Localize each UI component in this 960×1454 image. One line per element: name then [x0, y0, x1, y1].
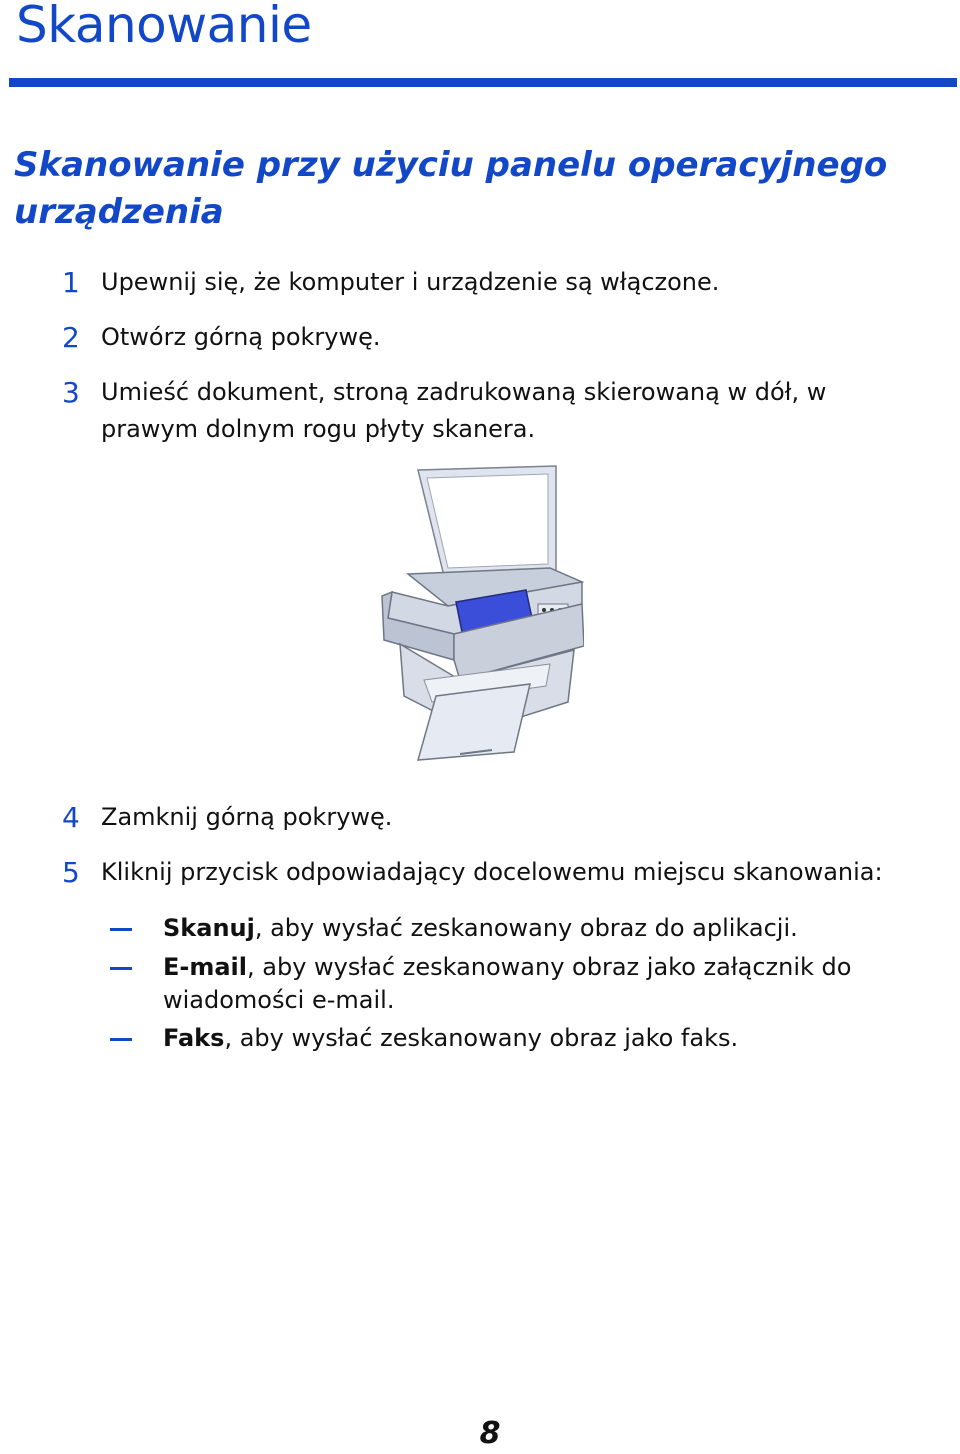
option-term: E-mail: [163, 953, 248, 981]
step-text: Otwórz górną pokrywę.: [101, 323, 381, 351]
step-text: Zamknij górną pokrywę.: [101, 803, 393, 831]
option-fax: [110, 1022, 890, 1055]
option-text: , aby wysłać zeskanowany obraz jako załącznik do wiadomości e-mail.: [163, 953, 852, 1014]
step-2: [62, 319, 922, 356]
section-title: Skanowanie przy użyciu panelu operacyjnego urządzenia: [14, 145, 888, 232]
step-number: 1: [62, 266, 80, 299]
option-email: [110, 951, 880, 1017]
step-3: [62, 374, 882, 448]
option-term: Faks: [163, 1024, 225, 1052]
page-title: Skanowanie: [16, 0, 312, 54]
step-1: [62, 264, 922, 301]
step-5: [62, 854, 922, 891]
title-rule: [9, 78, 957, 87]
dash-icon: [110, 1038, 132, 1041]
page-number: 8: [479, 1416, 501, 1451]
step-number: 4: [62, 801, 80, 834]
option-scan: [110, 912, 890, 945]
step-number: 3: [62, 376, 80, 409]
option-text: , aby wysłać zeskanowany obraz do aplikacji.: [254, 914, 798, 942]
option-text: , aby wysłać zeskanowany obraz jako faks.: [224, 1024, 739, 1052]
step-text: Upewnij się, że komputer i urządzenie są włączone.: [101, 268, 720, 296]
step-4: [62, 799, 922, 836]
option-term: Skanuj: [163, 914, 255, 942]
step-text: Umieść dokument, stroną zadrukowaną skierowaną w dół, w prawym dolnym rogu płyty skanera.: [101, 378, 827, 443]
scanner-illustration: [378, 464, 584, 762]
dash-icon: [110, 928, 132, 931]
step-number: 5: [62, 856, 80, 889]
dash-icon: [110, 967, 132, 970]
step-text: Kliknij przycisk odpowiadający docelowemu miejscu skanowania:: [101, 858, 883, 886]
step-number: 2: [62, 321, 80, 354]
